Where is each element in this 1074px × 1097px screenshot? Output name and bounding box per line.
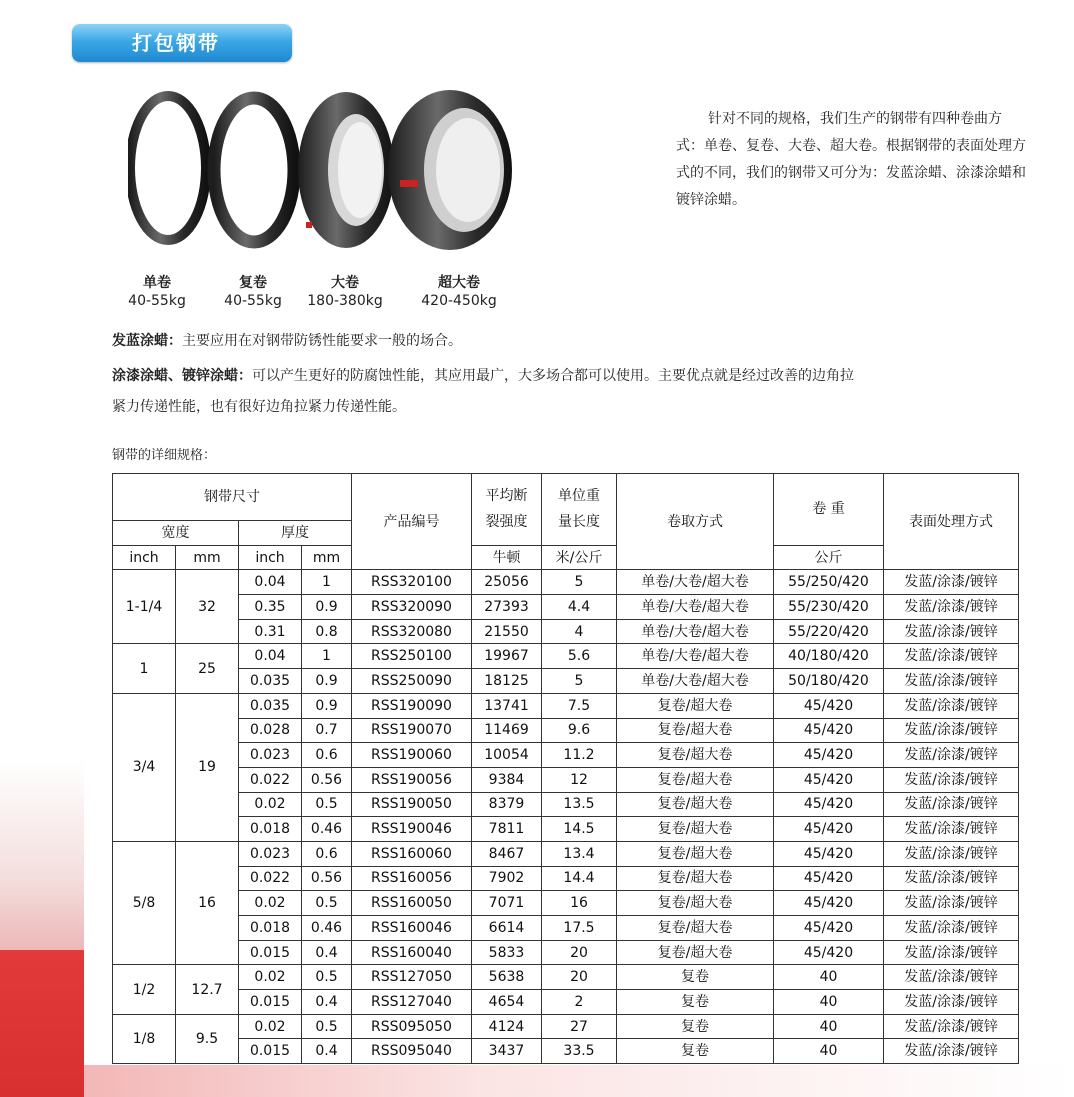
surface-cell: 发蓝/涂漆/镀锌 [884, 817, 1019, 842]
table-row [113, 644, 1019, 669]
length-cell: 20 [542, 940, 617, 965]
thickness-inch-cell: 0.023 [239, 743, 302, 768]
large-coil-icon [298, 92, 394, 248]
thickness-inch-cell: 0.028 [239, 718, 302, 743]
coil-weight-cell: 45/420 [774, 916, 884, 941]
product-code-cell: RSS320090 [352, 595, 472, 620]
coiling-cell: 复卷 [617, 1039, 774, 1064]
thickness-inch-cell: 0.015 [239, 990, 302, 1015]
coil-weight-cell: 40 [774, 1039, 884, 1064]
strength-cell: 7902 [472, 866, 542, 891]
coiling-cell: 复卷/超大卷 [617, 916, 774, 941]
coiling-cell: 复卷/超大卷 [617, 792, 774, 817]
paragraph-paint-zinc-text-1: 可以产生更好的防腐蚀性能，其应用最广，大多场合都可以使用。主要优点就是经过改善的边角拉 [252, 368, 854, 384]
table-row [113, 817, 1019, 842]
coiling-cell: 单卷/大卷/超大卷 [617, 595, 774, 620]
coil-weight-cell: 45/420 [774, 792, 884, 817]
surface-cell: 发蓝/涂漆/镀锌 [884, 693, 1019, 718]
product-code-cell: RSS190056 [352, 767, 472, 792]
coil-weight-cell: 45/420 [774, 841, 884, 866]
thickness-inch-cell: 0.035 [239, 693, 302, 718]
coil-weight-cell: 40/180/420 [774, 644, 884, 669]
strength-cell: 21550 [472, 619, 542, 644]
header-width: 宽度 [113, 521, 239, 546]
length-cell: 14.5 [542, 817, 617, 842]
strength-cell: 18125 [472, 669, 542, 694]
width-inch-cell: 1-1/4 [113, 570, 176, 644]
thickness-mm-cell: 0.4 [302, 990, 352, 1015]
thickness-inch-cell: 0.018 [239, 817, 302, 842]
length-cell: 7.5 [542, 693, 617, 718]
strength-cell: 27393 [472, 595, 542, 620]
paragraph-blue-wax-label: 发蓝涂蜡： [112, 333, 182, 349]
coiling-cell: 复卷/超大卷 [617, 817, 774, 842]
single-coil-icon [130, 96, 206, 240]
background-gradient-bottom [84, 1065, 1074, 1097]
thickness-mm-cell: 0.46 [302, 916, 352, 941]
page-title: 打包钢带 [132, 31, 220, 55]
thickness-mm-cell: 0.8 [302, 619, 352, 644]
thickness-mm-cell: 0.9 [302, 669, 352, 694]
strength-cell: 3437 [472, 1039, 542, 1064]
product-code-cell: RSS160046 [352, 916, 472, 941]
header-length-unit: 米/公斤 [542, 545, 617, 570]
spec-table-body [113, 570, 1019, 1064]
header-strength: 平均断 裂强度 [472, 474, 542, 546]
thickness-mm-cell: 0.7 [302, 718, 352, 743]
product-code-cell: RSS190050 [352, 792, 472, 817]
header-surface: 表面处理方式 [884, 474, 1019, 570]
width-inch-cell: 1/2 [113, 965, 176, 1014]
header-coiling: 卷取方式 [617, 474, 774, 570]
product-code-cell: RSS160060 [352, 841, 472, 866]
paragraph-paint-zinc-label: 涂漆涂蜡、镀锌涂蜡： [112, 368, 252, 384]
surface-cell: 发蓝/涂漆/镀锌 [884, 767, 1019, 792]
table-row [113, 990, 1019, 1015]
surface-cell: 发蓝/涂漆/镀锌 [884, 718, 1019, 743]
paragraph-blue-wax [112, 326, 462, 357]
strength-cell: 4124 [472, 1014, 542, 1039]
coil-weight-cell: 55/230/420 [774, 595, 884, 620]
coil-label-rewound: 复卷 40-55kg [224, 275, 282, 309]
surface-cell: 发蓝/涂漆/镀锌 [884, 990, 1019, 1015]
thickness-mm-cell: 1 [302, 644, 352, 669]
surface-cell: 发蓝/涂漆/镀锌 [884, 916, 1019, 941]
coil-weight-cell: 45/420 [774, 743, 884, 768]
surface-cell: 发蓝/涂漆/镀锌 [884, 1014, 1019, 1039]
thickness-inch-cell: 0.018 [239, 916, 302, 941]
surface-cell: 发蓝/涂漆/镀锌 [884, 1039, 1019, 1064]
product-code-cell: RSS250100 [352, 644, 472, 669]
coil-label-extra-large: 超大卷 420-450kg [421, 275, 497, 309]
coil-weight-cell: 45/420 [774, 866, 884, 891]
table-row [113, 767, 1019, 792]
surface-cell: 发蓝/涂漆/镀锌 [884, 743, 1019, 768]
surface-cell: 发蓝/涂漆/镀锌 [884, 866, 1019, 891]
coil-label-large: 大卷 180-380kg [307, 275, 383, 309]
coil-weight-cell: 40 [774, 965, 884, 990]
thickness-inch-cell: 0.02 [239, 965, 302, 990]
coiling-cell: 复卷/超大卷 [617, 743, 774, 768]
coil-weight-cell: 45/420 [774, 940, 884, 965]
strength-cell: 5833 [472, 940, 542, 965]
length-cell: 13.5 [542, 792, 617, 817]
thickness-inch-cell: 0.04 [239, 570, 302, 595]
thickness-inch-cell: 0.015 [239, 1039, 302, 1064]
extra-large-coil-icon [388, 90, 512, 250]
product-code-cell: RSS160056 [352, 866, 472, 891]
thickness-mm-cell: 0.4 [302, 940, 352, 965]
header-strength-unit: 牛顿 [472, 545, 542, 570]
thickness-mm-cell: 0.56 [302, 767, 352, 792]
width-mm-cell: 25 [176, 644, 239, 693]
coiling-cell: 单卷/大卷/超大卷 [617, 619, 774, 644]
coil-weight-cell: 55/220/420 [774, 619, 884, 644]
coiling-cell: 复卷/超大卷 [617, 841, 774, 866]
thickness-inch-cell: 0.015 [239, 940, 302, 965]
coiling-cell: 复卷/超大卷 [617, 767, 774, 792]
strength-cell: 7811 [472, 817, 542, 842]
length-cell: 2 [542, 990, 617, 1015]
table-row [113, 866, 1019, 891]
length-cell: 5.6 [542, 644, 617, 669]
width-inch-cell: 5/8 [113, 841, 176, 964]
strength-cell: 8379 [472, 792, 542, 817]
length-cell: 4.4 [542, 595, 617, 620]
width-inch-cell: 1 [113, 644, 176, 693]
coiling-cell: 复卷/超大卷 [617, 940, 774, 965]
width-inch-cell: 1/8 [113, 1014, 176, 1063]
product-code-cell: RSS127040 [352, 990, 472, 1015]
strength-cell: 9384 [472, 767, 542, 792]
surface-cell: 发蓝/涂漆/镀锌 [884, 644, 1019, 669]
strength-cell: 6614 [472, 916, 542, 941]
product-code-cell: RSS190070 [352, 718, 472, 743]
product-code-cell: RSS095040 [352, 1039, 472, 1064]
thickness-mm-cell: 0.5 [302, 891, 352, 916]
length-cell: 11.2 [542, 743, 617, 768]
thickness-inch-cell: 0.02 [239, 891, 302, 916]
product-code-cell: RSS320100 [352, 570, 472, 595]
strength-cell: 8467 [472, 841, 542, 866]
table-row [113, 792, 1019, 817]
coiling-cell: 复卷 [617, 965, 774, 990]
coil-weight-cell: 45/420 [774, 817, 884, 842]
table-row [113, 743, 1019, 768]
coil-label-single: 单卷 40-55kg [128, 275, 186, 309]
coiling-cell: 复卷/超大卷 [617, 866, 774, 891]
surface-cell: 发蓝/涂漆/镀锌 [884, 595, 1019, 620]
surface-cell: 发蓝/涂漆/镀锌 [884, 792, 1019, 817]
header-length: 单位重 量长度 [542, 474, 617, 546]
coiling-cell: 复卷 [617, 990, 774, 1015]
width-mm-cell: 19 [176, 693, 239, 841]
table-row [113, 718, 1019, 743]
thickness-mm-cell: 0.9 [302, 693, 352, 718]
thickness-mm-cell: 1 [302, 570, 352, 595]
coil-weight-cell: 45/420 [774, 767, 884, 792]
header-coil-weight-unit: 公斤 [774, 545, 884, 570]
width-inch-cell: 3/4 [113, 693, 176, 841]
product-code-cell: RSS190060 [352, 743, 472, 768]
header-thickness: 厚度 [239, 521, 352, 546]
table-row [113, 916, 1019, 941]
surface-cell: 发蓝/涂漆/镀锌 [884, 669, 1019, 694]
surface-cell: 发蓝/涂漆/镀锌 [884, 570, 1019, 595]
surface-cell: 发蓝/涂漆/镀锌 [884, 841, 1019, 866]
length-cell: 12 [542, 767, 617, 792]
strength-cell: 19967 [472, 644, 542, 669]
coiling-cell: 单卷/大卷/超大卷 [617, 570, 774, 595]
coiling-cell: 单卷/大卷/超大卷 [617, 644, 774, 669]
surface-cell: 发蓝/涂漆/镀锌 [884, 965, 1019, 990]
coil-weight-cell: 45/420 [774, 693, 884, 718]
coil-weight-cell: 45/420 [774, 891, 884, 916]
thickness-mm-cell: 0.46 [302, 817, 352, 842]
header-width-mm: mm [176, 545, 239, 570]
coiling-cell: 复卷/超大卷 [617, 891, 774, 916]
header-thickness-mm: mm [302, 545, 352, 570]
width-mm-cell: 9.5 [176, 1014, 239, 1063]
thickness-inch-cell: 0.35 [239, 595, 302, 620]
thickness-mm-cell: 0.5 [302, 792, 352, 817]
thickness-inch-cell: 0.02 [239, 1014, 302, 1039]
strength-cell: 7071 [472, 891, 542, 916]
length-cell: 13.4 [542, 841, 617, 866]
width-mm-cell: 32 [176, 570, 239, 644]
strength-cell: 5638 [472, 965, 542, 990]
strength-cell: 4654 [472, 990, 542, 1015]
product-code-cell: RSS095050 [352, 1014, 472, 1039]
table-row [113, 619, 1019, 644]
product-code-cell: RSS160040 [352, 940, 472, 965]
header-coil-weight: 卷 重 [774, 474, 884, 546]
table-row [113, 965, 1019, 990]
product-code-cell: RSS190090 [352, 693, 472, 718]
strength-cell: 13741 [472, 693, 542, 718]
thickness-inch-cell: 0.04 [239, 644, 302, 669]
title-banner [72, 24, 292, 62]
thickness-inch-cell: 0.02 [239, 792, 302, 817]
table-row [113, 940, 1019, 965]
length-cell: 27 [542, 1014, 617, 1039]
table-row [113, 669, 1019, 694]
steel-coils-image [128, 88, 528, 268]
length-cell: 5 [542, 669, 617, 694]
thickness-inch-cell: 0.022 [239, 866, 302, 891]
coiling-cell: 复卷/超大卷 [617, 718, 774, 743]
length-cell: 14.4 [542, 866, 617, 891]
thickness-mm-cell: 0.4 [302, 1039, 352, 1064]
intro-paragraph: 针对不同的规格，我们生产的钢带有四种卷曲方式：单卷、复卷、大卷、超大卷。根据钢带的表面处理方式的不同，我们的钢带又可分为：发蓝涂蜡、涂漆涂蜡和镀锌涂蜡。 [676, 111, 1026, 208]
table-row [113, 595, 1019, 620]
strength-cell: 10054 [472, 743, 542, 768]
paragraph-paint-zinc-text-2: 紧力传递性能，也有很好边角拉紧力传递性能。 [112, 399, 406, 415]
coil-weight-cell: 55/250/420 [774, 570, 884, 595]
thickness-mm-cell: 0.5 [302, 1014, 352, 1039]
length-cell: 33.5 [542, 1039, 617, 1064]
length-cell: 17.5 [542, 916, 617, 941]
surface-cell: 发蓝/涂漆/镀锌 [884, 619, 1019, 644]
length-cell: 4 [542, 619, 617, 644]
background-red-block [0, 950, 84, 1097]
coiling-cell: 复卷 [617, 1014, 774, 1039]
coil-weight-cell: 50/180/420 [774, 669, 884, 694]
length-cell: 20 [542, 965, 617, 990]
table-row [113, 891, 1019, 916]
header-product-code: 产品编号 [352, 474, 472, 570]
length-cell: 5 [542, 570, 617, 595]
header-thickness-inch: inch [239, 545, 302, 570]
table-row [113, 693, 1019, 718]
strength-cell: 25056 [472, 570, 542, 595]
thickness-mm-cell: 0.6 [302, 743, 352, 768]
length-cell: 9.6 [542, 718, 617, 743]
length-cell: 16 [542, 891, 617, 916]
product-code-cell: RSS320080 [352, 619, 472, 644]
coiling-cell: 复卷/超大卷 [617, 693, 774, 718]
coil-weight-cell: 45/420 [774, 718, 884, 743]
product-code-cell: RSS127050 [352, 965, 472, 990]
paragraph-paint-zinc [112, 361, 1022, 423]
coil-weight-cell: 40 [774, 990, 884, 1015]
width-mm-cell: 16 [176, 841, 239, 964]
thickness-inch-cell: 0.023 [239, 841, 302, 866]
header-width-inch: inch [113, 545, 176, 570]
surface-cell: 发蓝/涂漆/镀锌 [884, 940, 1019, 965]
thickness-mm-cell: 0.56 [302, 866, 352, 891]
header-size: 钢带尺寸 [113, 474, 352, 521]
width-mm-cell: 12.7 [176, 965, 239, 1014]
thickness-mm-cell: 0.6 [302, 841, 352, 866]
surface-cell: 发蓝/涂漆/镀锌 [884, 891, 1019, 916]
thickness-inch-cell: 0.31 [239, 619, 302, 644]
table-row [113, 1014, 1019, 1039]
strength-cell: 11469 [472, 718, 542, 743]
coil-weight-cell: 40 [774, 1014, 884, 1039]
table-row [113, 1039, 1019, 1064]
thickness-mm-cell: 0.9 [302, 595, 352, 620]
product-code-cell: RSS190046 [352, 817, 472, 842]
coiling-cell: 单卷/大卷/超大卷 [617, 669, 774, 694]
table-row [113, 841, 1019, 866]
thickness-inch-cell: 0.035 [239, 669, 302, 694]
paragraph-blue-wax-text: 主要应用在对钢带防锈性能要求一般的场合。 [182, 333, 462, 349]
thickness-inch-cell: 0.022 [239, 767, 302, 792]
spec-table [112, 473, 1019, 1064]
table-caption: 钢带的详细规格： [112, 448, 217, 463]
rewound-coil-icon [214, 98, 294, 242]
table-row [113, 570, 1019, 595]
product-code-cell: RSS250090 [352, 669, 472, 694]
thickness-mm-cell: 0.5 [302, 965, 352, 990]
product-code-cell: RSS160050 [352, 891, 472, 916]
